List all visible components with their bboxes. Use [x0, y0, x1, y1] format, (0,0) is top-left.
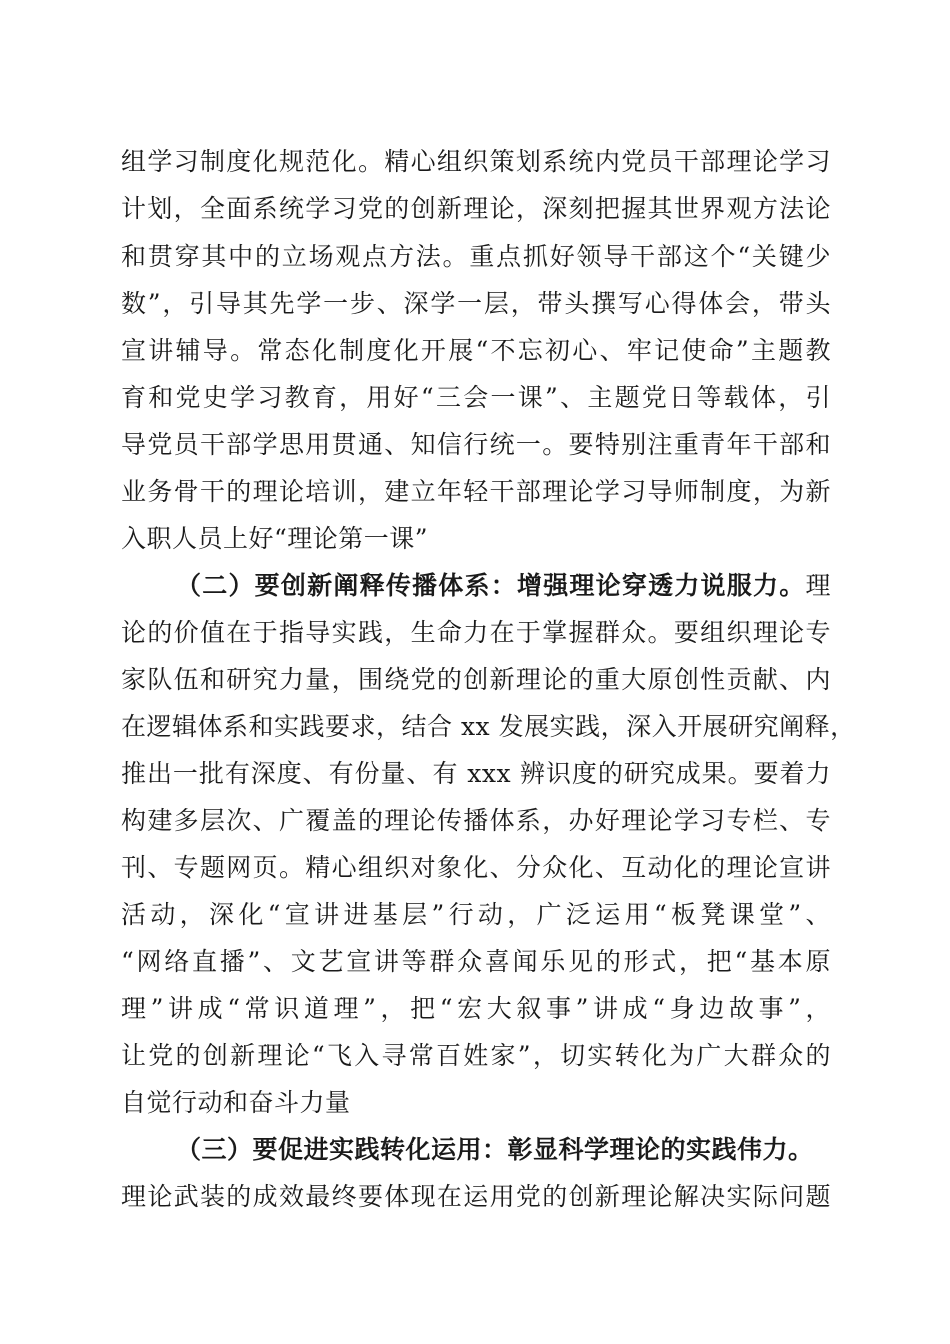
paragraph-line: 育和党史学习教育，用好“三会一课”、主题党日等载体，引: [121, 383, 831, 412]
paragraph-line: 自觉行动和奋斗力量: [121, 1088, 351, 1117]
paragraph-line: 宣讲辅导。常态化制度化开展“不忘初心、牢记使命”主题教: [121, 336, 831, 365]
paragraph-line: “网络直播”、文艺宣讲等群众喜闻乐见的形式，把“基本原: [121, 947, 831, 976]
paragraph-line: 和贯穿其中的立场观点方法。重点抓好领导干部这个“关键少: [121, 242, 831, 271]
paragraph-line: 家队伍和研究力量，围绕党的创新理论的重大原创性贡献、内: [121, 665, 831, 694]
section-heading-line: [176, 563, 831, 609]
paragraph-line: 入职人员上好“理论第一课”: [121, 524, 429, 553]
paragraph-line: 理”讲成“常识道理”，把“宏大叙事”讲成“身边故事”，: [121, 994, 831, 1023]
paragraph-line: 构建多层次、广覆盖的理论传播体系，办好理论学习专栏、专: [121, 806, 831, 835]
paragraph-line: 业务骨干的理论培训，建立年轻干部理论学习导师制度，为新: [121, 477, 831, 506]
paragraph-line: 计划，全面系统学习党的创新理论，深刻把握其世界观方法论: [121, 194, 831, 223]
paragraph-line: 在逻辑体系和实践要求，结合 xx 发展实践，深入开展研究阐释，: [121, 712, 856, 741]
paragraph-line: 刊、专题网页。精心组织对象化、分众化、互动化的理论宣讲: [121, 853, 831, 882]
section-heading: （二）要创新阐释传播体系：增强理论穿透力说服力。: [176, 571, 806, 600]
paragraph-line: 理论武装的成效最终要体现在运用党的创新理论解决实际问题: [121, 1182, 831, 1211]
paragraph-line: 数”，引导其先学一步、深学一层，带头撰写心得体会，带头: [121, 289, 831, 318]
paragraph-line: 活动，深化“宣讲进基层”行动，广泛运用“板凳课堂”、: [121, 900, 831, 929]
paragraph-text: 理: [805, 571, 831, 600]
paragraph-line: 导党员干部学思用贯通、知信行统一。要特别注重青年干部和: [121, 430, 831, 459]
paragraph-line: 论的价值在于指导实践，生命力在于掌握群众。要组织理论专: [121, 618, 831, 647]
paragraph-line: 让党的创新理论“飞入寻常百姓家”，切实转化为广大群众的: [121, 1041, 831, 1070]
paragraph-line: 推出一批有深度、有份量、有 xxx 辨识度的研究成果。要着力: [121, 759, 831, 788]
paragraph-line: 组学习制度化规范化。精心组织策划系统内党员干部理论学习: [121, 147, 831, 176]
section-heading: （三）要促进实践转化运用：彰显科学理论的实践伟力。: [176, 1135, 814, 1164]
